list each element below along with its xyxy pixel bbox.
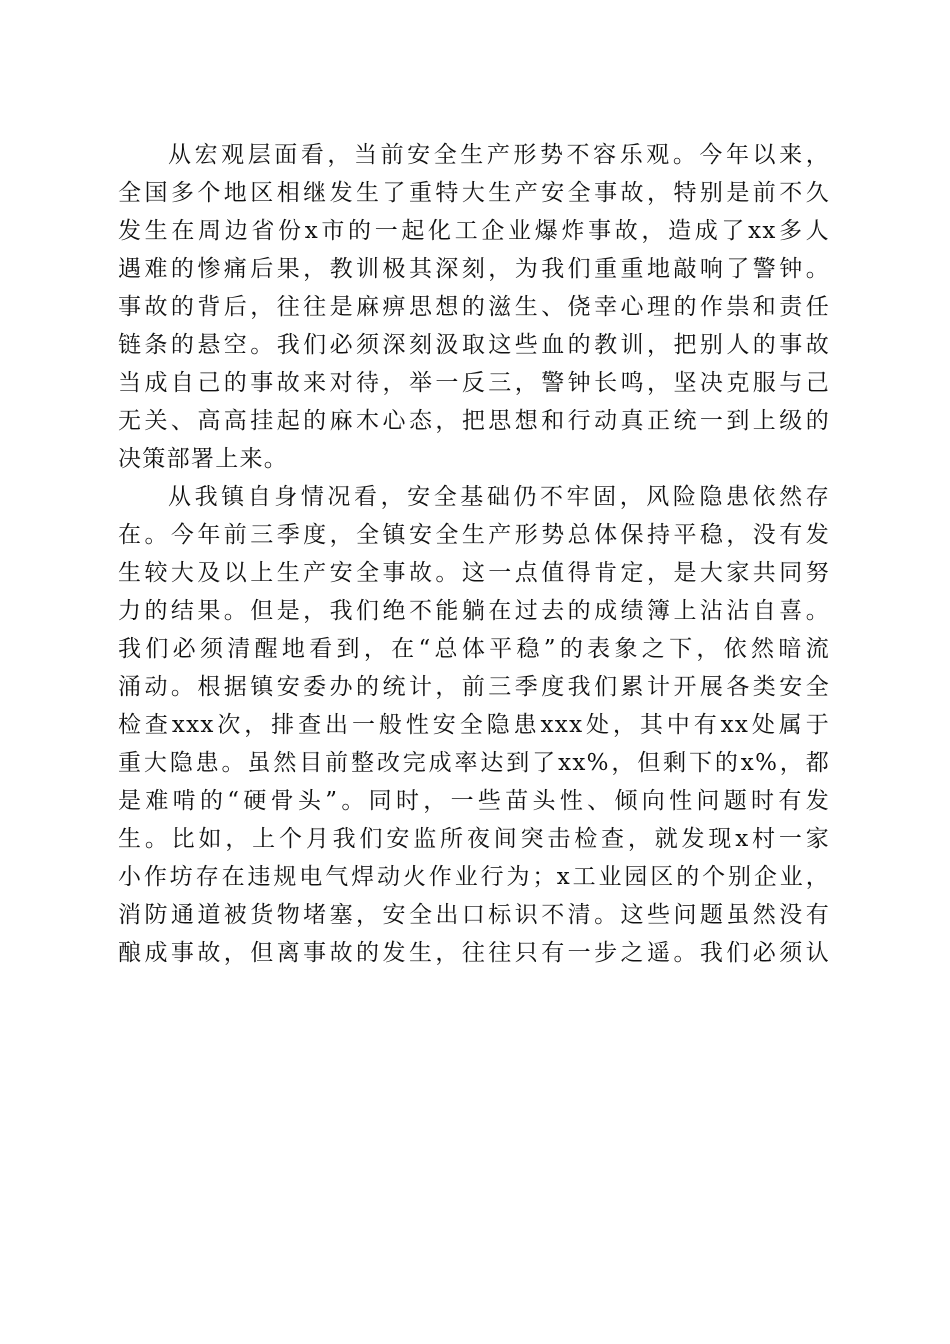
text-line: 发生在周边省份x市的一起化工企业爆炸事故，造成了xx多人 [118,218,830,244]
paragraph-macro-situation [118,136,830,478]
text-line: 力的结果。但是，我们绝不能躺在过去的成绩簿上沾沾自喜。 [118,598,830,624]
text-line: 小作坊存在违规电气焊动火作业行为；x工业园区的个别企业， [118,864,830,890]
text-line: 从我镇自身情况看，安全基础仍不牢固，风险隐患依然存 [168,484,830,510]
text-line: 从宏观层面看，当前安全生产形势不容乐观。今年以来， [168,142,830,168]
text-line: 当成自己的事故来对待，举一反三，警钟长鸣，坚决克服与己 [118,370,830,396]
text-line: 遇难的惨痛后果，教训极其深刻，为我们重重地敲响了警钟。 [118,256,830,282]
text-line: 生较大及以上生产安全事故。这一点值得肯定，是大家共同努 [118,560,830,586]
text-line: 检查xxx次，排查出一般性安全隐患xxx处，其中有xx处属于 [118,712,830,738]
paragraph-town-situation [118,478,830,972]
text-line: 全国多个地区相继发生了重特大生产安全事故，特别是前不久 [118,180,830,206]
text-line: 无关、高高挂起的麻木心态，把思想和行动真正统一到上级的 [118,408,830,434]
text-line: 在。今年前三季度，全镇安全生产形势总体保持平稳，没有发 [118,522,830,548]
text-line: 生。比如，上个月我们安监所夜间突击检查，就发现x村一家 [118,826,830,852]
text-line: 是难啃的“硬骨头”。同时，一些苗头性、倾向性问题时有发 [118,788,830,814]
text-line: 酿成事故，但离事故的发生，往往只有一步之遥。我们必须认 [118,940,830,966]
body-text [118,136,830,972]
text-line: 重大隐患。虽然目前整改完成率达到了xx%，但剩下的x%，都 [118,750,830,776]
text-line: 涌动。根据镇安委办的统计，前三季度我们累计开展各类安全 [118,674,830,700]
text-line: 决策部署上来。 [118,446,289,472]
text-line: 事故的背后，往往是麻痹思想的滋生、侥幸心理的作祟和责任 [118,294,830,320]
text-line: 我们必须清醒地看到，在“总体平稳”的表象之下，依然暗流 [118,636,830,662]
text-line: 链条的悬空。我们必须深刻汲取这些血的教训，把别人的事故 [118,332,830,358]
text-line: 消防通道被货物堵塞，安全出口标识不清。这些问题虽然没有 [118,902,830,928]
